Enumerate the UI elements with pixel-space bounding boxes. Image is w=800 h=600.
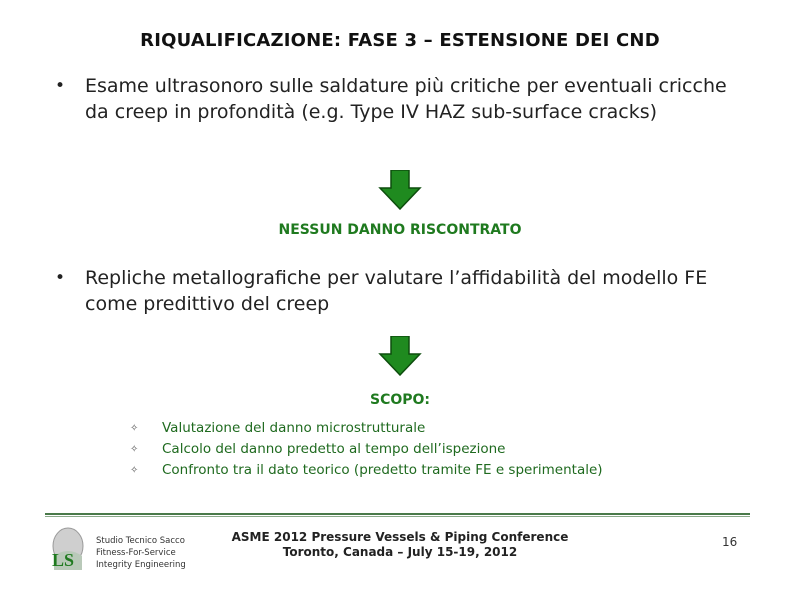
list-item <box>130 462 690 483</box>
org-line: Integrity Engineering <box>96 560 186 570</box>
scope-item-text: Calcolo del danno predetto al tempo dell’ispezione <box>162 441 506 457</box>
diamond-bullet-icon: ✧ <box>130 465 139 476</box>
diamond-bullet-icon: ✧ <box>130 423 139 434</box>
bullet-item <box>55 73 755 155</box>
bullet-dot: • <box>55 268 66 288</box>
org-line: Studio Tecnico Sacco <box>96 536 185 546</box>
footer-divider-thin <box>45 516 750 517</box>
diamond-bullet-icon: ✧ <box>130 444 139 455</box>
slide-title: RIQUALIFICAZIONE: FASE 3 – ESTENSIONE DEI CND <box>140 30 660 51</box>
bullet-text: Esame ultrasonoro sulle saldature più critiche per eventuali cricche da creep in profondità (e.g. Type IV HAZ sub-surface cracks) <box>85 75 727 123</box>
down-arrow-icon <box>378 170 422 210</box>
list-item <box>130 441 690 462</box>
scope-label: SCOPO: <box>369 392 431 408</box>
bullet-text: Repliche metallografiche per valutare l’affidabilità del modello FE come predittivo del creep <box>85 267 708 315</box>
bullet-dot: • <box>55 76 66 96</box>
company-logo-icon <box>44 526 90 572</box>
logo-letters: LS <box>52 550 75 570</box>
down-arrow-icon <box>378 336 422 376</box>
conference-line: ASME 2012 Pressure Vessels & Piping Conference <box>231 530 569 544</box>
conference-line: Toronto, Canada – July 15-19, 2012 <box>282 545 518 559</box>
list-item <box>130 420 690 441</box>
scope-item-text: Valutazione del danno microstrutturale <box>162 420 426 436</box>
footer-divider <box>45 513 750 515</box>
scope-list <box>130 420 690 483</box>
conference-info <box>200 530 600 560</box>
org-line: Fitness-For-Service <box>96 548 176 558</box>
result-label: NESSUN DANNO RISCONTRATO <box>278 222 522 238</box>
bullet-item <box>55 265 755 321</box>
page-number: 16 <box>722 535 738 549</box>
scope-item-text: Confronto tra il dato teorico (predetto tramite FE e sperimentale) <box>162 462 603 478</box>
organization-name <box>96 535 186 571</box>
